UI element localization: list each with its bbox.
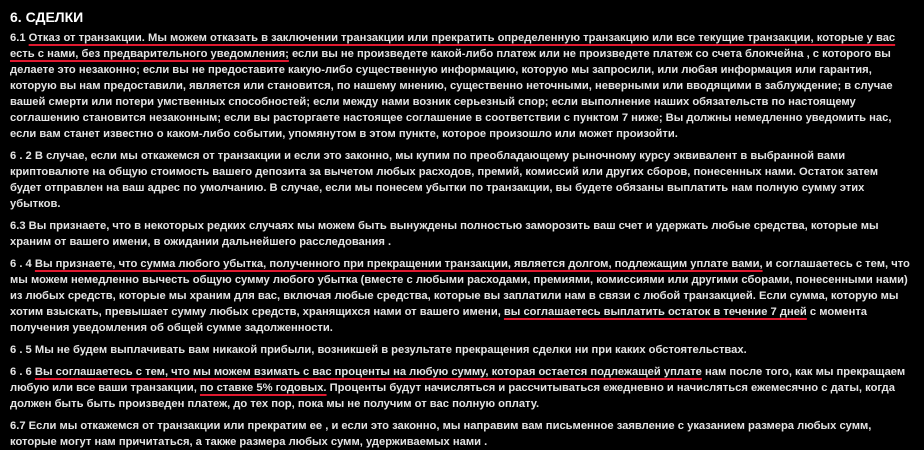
- clause-6-1: [10, 30, 912, 142]
- clause-text: Проценты будут начисляться и рассчитываться ежедневно и начисляться ежемесячно с даты, когда должен быть быть произведен платеж, до тех пор, пока мы не получим от вас полную оплату.: [10, 382, 895, 410]
- clause-text: В случае, если мы откажемся от транзакции и если это законно, мы купим по преобладающему рыночному курсу эквивалент в выбранной вами криптовалюте на общую стоимость вашего депозита за вычетом любых расходов, премий, комиссий или других сборов, понесенных нами. Остаток затем будет отправлен на ваш адрес по умолчанию. В случае, если мы понесем убытки по транзакции, вы будете обязаны выплатить нам полную сумму этих убытков.: [10, 150, 879, 210]
- clause-6-5: [10, 342, 912, 358]
- clause-number: 6.3: [10, 220, 26, 232]
- clause-6-4: [10, 256, 912, 336]
- clause-text: и соглашаетесь с тем, что мы можем немедленно вычесть общую сумму любого убытка (вместе с любыми расходами, премиями, комиссиями или другими сборами, понесенными нами) из любых средств, которые мы храним для вас, включая любые средства, которые вы заплатили нам в связи с любой транзакцией. Если сумма, которую мы хотим взыскать, превышает сумму любых средств, хранящихся нами от вашего имени,: [10, 258, 910, 318]
- highlighted-text: Отказ от транзакции. Мы можем отказать в заключении транзакции или прекратить определенную транзакцию или все текущие транзакции, которые у вас есть с нами, без предварительного уведомления;: [10, 32, 896, 60]
- clause-text: нам после того, как мы прекращаем любую или все ваши транзакции,: [10, 366, 906, 394]
- highlighted-text: Вы соглашаетесь с тем, что мы можем взимать с вас проценты на любую сумму, которая остается подлежащей уплате: [34, 366, 702, 378]
- clause-text: Мы не будем выплачивать вам никакой прибыли, возникшей в результате прекращения сделки ни при каких обстоятельствах.: [31, 344, 747, 356]
- clause-text: с момента получения уведомления об общей сумме задолженности.: [10, 306, 868, 334]
- clause-6-7: [10, 418, 912, 450]
- clause-number: 6 . 5: [10, 344, 32, 356]
- clause-number: 6 . 4: [10, 258, 32, 270]
- clause-number: 6.1: [10, 32, 26, 44]
- highlighted-text: Вы признаете, что сумма любого убытка, полученного при прекращении транзакции, является долгом, подлежащим уплате вами,: [34, 258, 763, 270]
- highlighted-text: по ставке 5% годовых.: [199, 382, 327, 394]
- clause-number: 6 . 2: [10, 150, 32, 162]
- clause-text: если вы не произведете какой-либо платеж или не произведете платеж со счета блокчейна , с которого вы делаете это незаконно; если вы не предоставите какую-либо существенную информацию, которую мы запросили, или любая информация или гарантия, которую вы нам предоставили, является или становится, по нашему мнению, существенно неточными, неверными или вводящими в заблуждение; в случае вашей смерти или потери умственных способностей; если между нами возник серьезный спор; если выполнение наших обязательств по настоящему соглашению становится незаконным; если вы расторгаете настоящее соглашение в соответствии с пунктом 7 ниже; Вы должны немедленно уведомить нас, если вам станет известно о каком-либо событии, упомянутом в этом пункте, которое произошло или может произойти.: [10, 48, 893, 140]
- clause-text: Если мы откажемся от транзакции или прекратим ее , и если это законно, мы направим вам письменное заявление с указанием размера любых сумм, которые могут нам причитаться, а также размера любых сумм, удерживаемых нами .: [10, 420, 872, 448]
- clause-number: 6 . 6: [10, 366, 32, 378]
- clause-number: 6.7: [10, 420, 26, 432]
- clause-6-3: [10, 218, 912, 250]
- clause-text: Вы признаете, что в некоторых редких случаях мы можем быть вынуждены полностью заморозить ваш счет и удержать любые средства, которые мы храним от вашего имени, в ожидании дальнейшего расследования .: [10, 220, 879, 248]
- section-title: 6. СДЕЛКИ: [10, 9, 84, 25]
- clause-6-6: [10, 364, 912, 412]
- clause-6-2: [10, 148, 912, 212]
- highlighted-text: вы соглашаетесь выплатить остаток в течение 7 дней: [503, 306, 807, 318]
